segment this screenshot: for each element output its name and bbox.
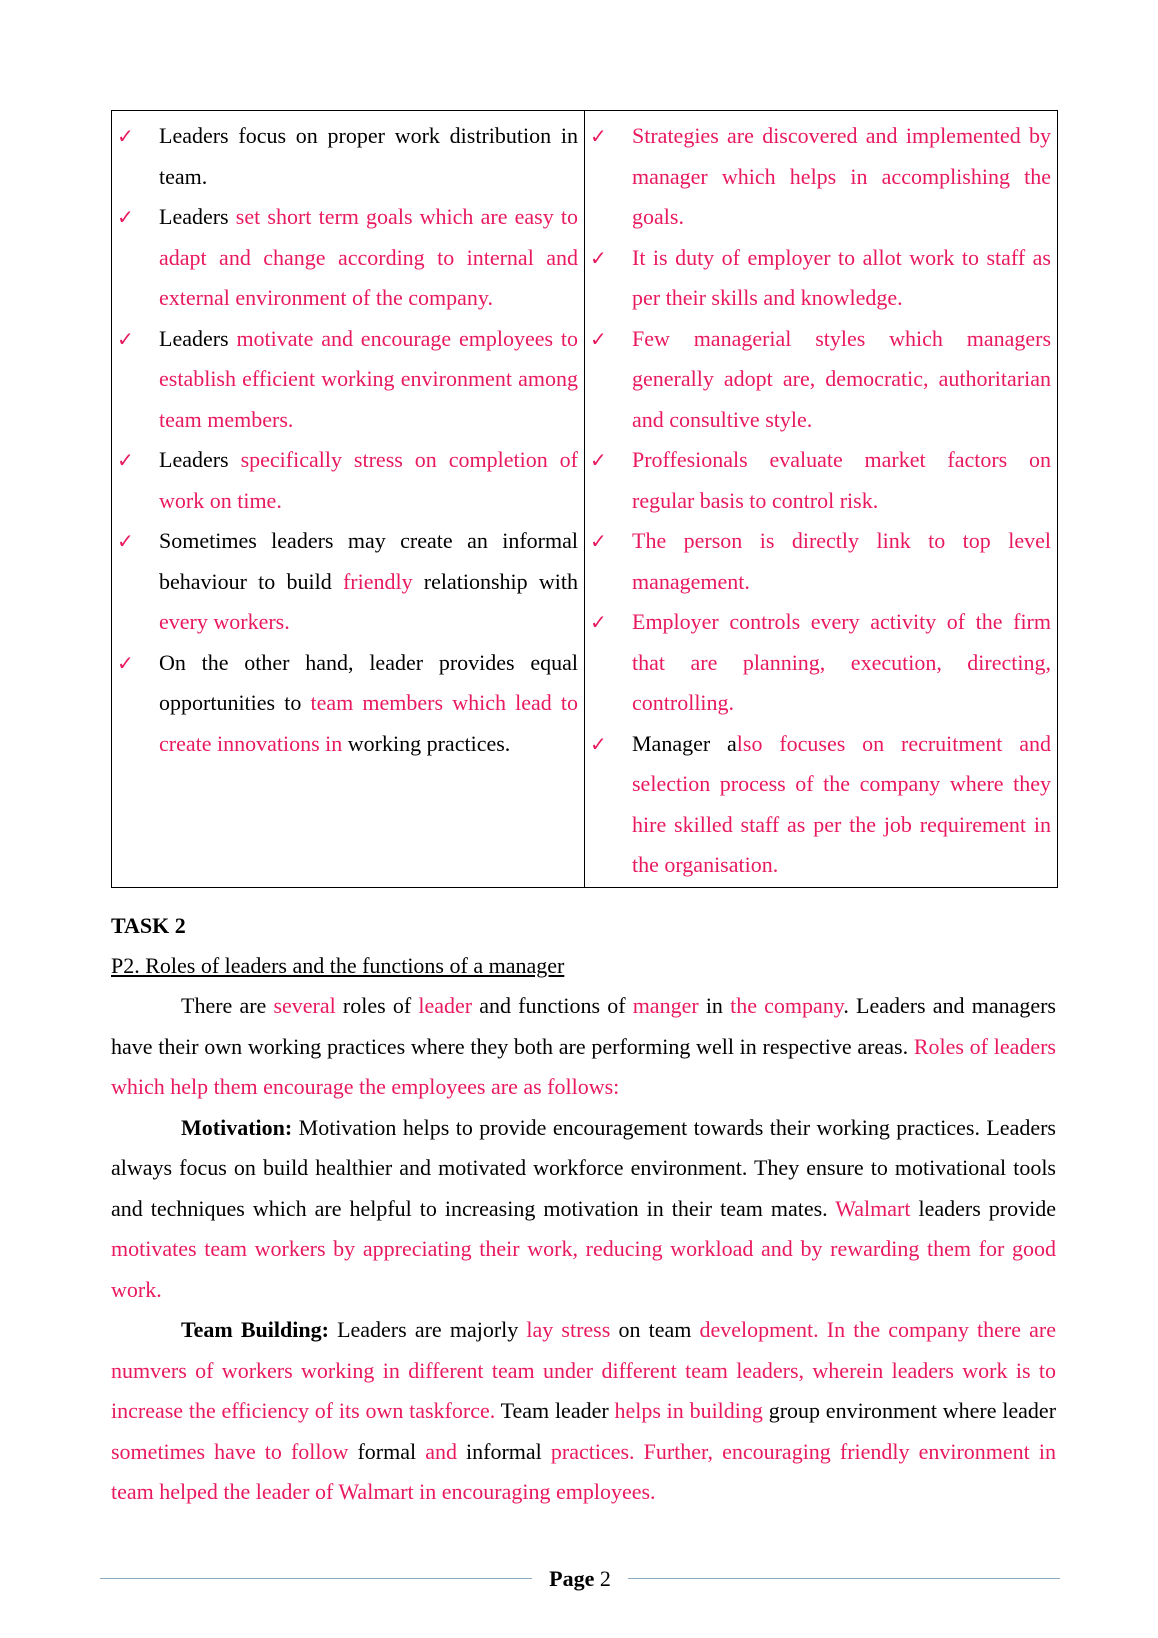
text-run: manger <box>632 993 699 1018</box>
heading-run: Motivation: <box>181 1114 293 1140</box>
text-run: on team <box>610 1317 700 1342</box>
text-run: Proffesionals evaluate market factors on regular basis to control risk. <box>632 447 1051 513</box>
left-item-text <box>159 643 578 765</box>
text-run: Leaders focus on proper work distribution in team. <box>159 123 578 189</box>
text-run: working practices. <box>342 730 511 756</box>
text-run: development. In the company there are numvers of workers working in different team under different team leaders, wherein leaders work is to increase the efficiency of its own taskforce. <box>111 1317 1056 1423</box>
checkmark-icon: ✓ <box>590 245 607 270</box>
text-run: practices. Further, encouraging friendly environment in team helped the leader of Walmart in encouraging employees. <box>111 1438 1056 1504</box>
text-run: Team leader <box>495 1398 615 1423</box>
text-run: Employer controls every activity of the firm that are planning, execution, directing, controlling. <box>632 609 1051 715</box>
left-item <box>112 440 578 521</box>
text-run: Roles of leaders which help them encourage the employees are as follows: <box>111 1033 1056 1099</box>
task-title: TASK 2 <box>111 913 186 938</box>
paragraph <box>111 986 1056 1108</box>
left-item-text <box>159 197 578 319</box>
right-item <box>585 238 1051 319</box>
text-run: motivates team workers by appreciating their work, reducing workload and by rewarding them for good work. <box>111 1236 1056 1302</box>
checkmark-icon: ✓ <box>117 205 134 229</box>
text-run: Few managerial styles which managers generally adopt are, democratic, authoritarian and consultive style. <box>632 325 1051 432</box>
text-run: Leaders <box>159 447 241 472</box>
text-run: The person is directly link to top level management. <box>632 528 1051 594</box>
text-run: every workers. <box>159 609 290 634</box>
text-run: lso focuses on recruitment and selection process of the company where they hire skilled staff as per the job requirement in the organisation. <box>632 730 1051 877</box>
text-run: and <box>425 1438 457 1464</box>
right-item-text <box>632 521 1051 602</box>
text-run: helps in building <box>614 1398 763 1423</box>
checkmark-icon: ✓ <box>117 448 134 472</box>
text-run: Sometimes leaders may create an informal behaviour to build <box>159 528 578 594</box>
checkmark-icon: ✓ <box>590 610 607 634</box>
checkmark-icon: ✓ <box>117 650 134 675</box>
left-item-text <box>159 319 578 441</box>
text-run: leader <box>418 993 473 1018</box>
text-run: . Leaders and managers have their own working practices where they both are performing well in respective areas. <box>111 993 1056 1059</box>
checkmark-icon: ✓ <box>117 326 134 351</box>
checkmark-icon: ✓ <box>117 529 134 553</box>
right-item-text <box>632 724 1051 886</box>
text-run: friendly <box>342 568 413 594</box>
text-run: group environment where leader <box>762 1398 1057 1423</box>
section-title: P2. Roles of leaders and the functions of a manager <box>111 953 565 978</box>
text-run: motivate and encourage employees to establish efficient working environment among team members. <box>159 325 578 432</box>
text-run: in <box>698 993 731 1018</box>
text-run: relationship with <box>412 568 578 594</box>
text-run: several <box>273 993 336 1018</box>
text-run: set short term goals which are easy to adapt and change according to internal and external environment of the company. <box>159 204 579 310</box>
leaders-column <box>112 111 585 887</box>
footer-rule-left <box>100 1578 532 1579</box>
paragraph <box>111 1108 1056 1311</box>
right-item-text <box>632 238 1051 319</box>
page-label: Page <box>549 1566 595 1591</box>
checkmark-icon: ✓ <box>590 448 607 472</box>
text-run: It is duty of employer to allot work to staff as per their skills and knowledge. <box>632 244 1051 310</box>
right-item <box>585 116 1051 238</box>
left-item <box>112 197 578 319</box>
text-run: and functions of <box>472 993 633 1018</box>
right-item <box>585 440 1051 521</box>
body-paragraphs <box>111 986 1056 1513</box>
right-item-text <box>632 440 1051 521</box>
right-item-text <box>632 116 1051 238</box>
text-run: Strategies are discovered and implemented by manager which helps in accomplishing the goals. <box>632 123 1051 229</box>
text-run: sometimes have to follow <box>111 1438 349 1464</box>
page-number-value: 2 <box>599 1566 611 1591</box>
text-run: leaders provide <box>910 1195 1056 1221</box>
text-run: Leaders <box>159 325 237 351</box>
text-run: Manager a <box>632 730 737 756</box>
text-run: informal <box>456 1438 551 1464</box>
right-item <box>585 724 1051 886</box>
footer-rule-right <box>628 1578 1060 1579</box>
checkmark-icon: ✓ <box>590 731 607 756</box>
text-run: On the other hand, leader provides equal opportunities to <box>159 649 578 715</box>
right-item <box>585 602 1051 724</box>
comparison-table <box>111 110 1058 888</box>
text-run: Motivation helps to provide encouragement towards their working practices. Leaders always focus on build healthier and motivated workforce environment. They ensure to motivational tools and techniques which are helpful to increasing motivation in their team mates. <box>111 1114 1056 1221</box>
text-run: the company <box>730 993 844 1018</box>
text-run: team members which lead to create innovations in <box>159 690 579 756</box>
left-item-text <box>159 116 578 197</box>
right-item <box>585 319 1051 441</box>
heading-run: Team Building: <box>181 1317 329 1342</box>
page-number <box>530 1566 630 1592</box>
text-run: roles of <box>335 993 419 1018</box>
paragraph <box>111 1310 1056 1513</box>
text-run: specifically stress on completion of work on time. <box>159 447 578 513</box>
left-item <box>112 521 578 643</box>
checkmark-icon: ✓ <box>590 124 607 148</box>
text-run: lay stress <box>526 1317 611 1342</box>
text-run: Leaders <box>159 204 236 229</box>
managers-column <box>585 111 1057 887</box>
left-item <box>112 116 578 197</box>
left-item-text <box>159 440 578 521</box>
right-item-text <box>632 319 1051 441</box>
right-item-text <box>632 602 1051 724</box>
text-run: Leaders are majorly <box>328 1317 527 1342</box>
text-run: There are <box>181 993 274 1018</box>
checkmark-icon: ✓ <box>590 529 607 553</box>
left-item <box>112 643 578 765</box>
text-run: Walmart <box>835 1195 911 1221</box>
left-item <box>112 319 578 441</box>
text-run: formal <box>348 1438 426 1464</box>
left-item-text <box>159 521 578 643</box>
checkmark-icon: ✓ <box>590 326 607 351</box>
right-item <box>585 521 1051 602</box>
checkmark-icon: ✓ <box>117 124 134 148</box>
